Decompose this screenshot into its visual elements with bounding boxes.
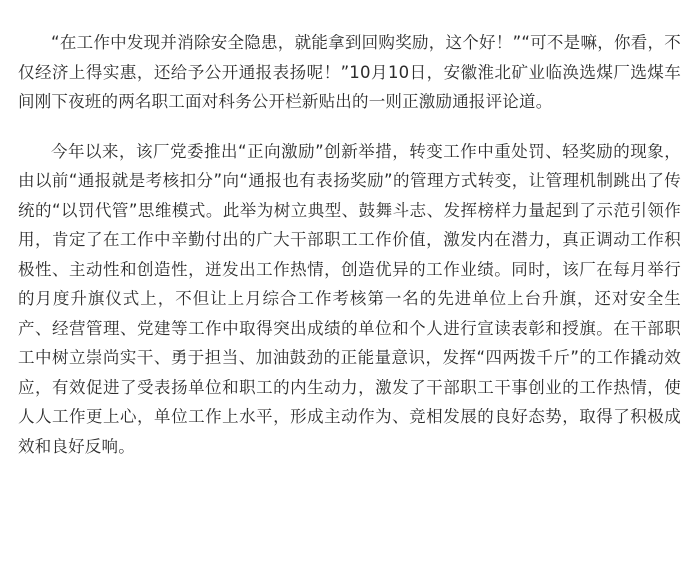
paragraph-1: “在工作中发现并消除安全隐患，就能拿到回购奖励，这个好！”“可不是嘛，你看，不仅经济上得实惠，还给予公开通报表扬呢！”10月10日，安徽淮北矿业临涣选煤厂选煤车间刚下夜班的两名职工面对科务公开栏新贴出的一则正激励通报评论道。 (18, 33, 681, 111)
paragraph-2: 今年以来，该厂党委推出“正向激励”创新举措，转变工作中重处罚、轻奖励的现象，由以前“通报就是考核扣分”向“通报也有表扬奖励”的管理方式转变，让管理机制跳出了传统的“以罚代管”思维模式。此举为树立典型、鼓舞斗志、发挥榜样力量起到了示范引领作用，肯定了在工作中辛勤付出的广大干部职工工作价值，激发内在潜力，真正调动工作积极性、主动性和创造性，迸发出工作热情，创造优异的工作业绩。同时，该厂在每月举行的月度升旗仪式上，不但让上月综合工作考核第一名的先进单位上台升旗，还对安全生产、经营管理、党建等工作中取得突出成绩的单位和个人进行宣读表彰和授旗。在干部职工中树立崇尚实干、勇于担当、加油鼓劲的正能量意识，发挥“四两拨千斤”的工作撬动效应，有效促进了受表扬单位和职工的内生动力，激发了干部职工干事创业的工作热情，使人人工作更上心，单位工作上水平，形成主动作为、竞相发展的良好态势，取得了积极成效和良好反响。 (18, 141, 681, 456)
